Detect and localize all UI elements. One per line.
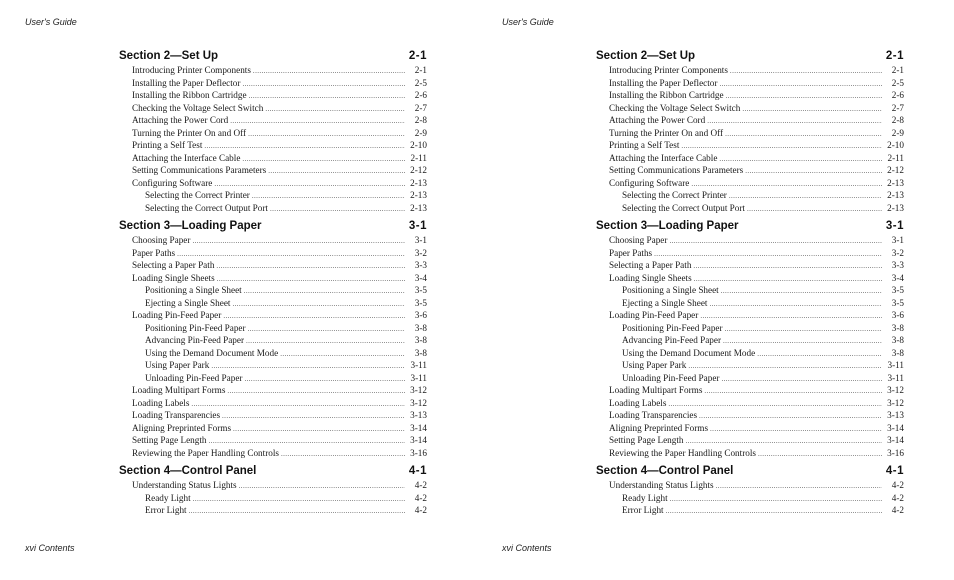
toc-entry[interactable] bbox=[145, 189, 427, 202]
toc-entry-title: Attaching the Power Cord bbox=[132, 115, 229, 125]
toc-entry-page-number: 2-5 bbox=[891, 77, 904, 88]
toc-entry-page-number: 2-11 bbox=[410, 152, 427, 163]
toc-entry[interactable] bbox=[609, 102, 904, 115]
toc-entry[interactable] bbox=[622, 372, 904, 385]
toc-entry-title: Selecting the Correct Output Port bbox=[145, 202, 268, 213]
toc-entry[interactable] bbox=[609, 309, 904, 322]
toc-entry-page-number: 2-13 bbox=[410, 177, 427, 188]
toc-entry-title: Positioning Pin-Feed Paper bbox=[145, 322, 246, 333]
toc-entry-title: Choosing Paper bbox=[132, 235, 191, 245]
toc-entry[interactable] bbox=[622, 492, 904, 505]
toc-entry-page-number: 3-14 bbox=[887, 422, 904, 433]
toc-entry-title: Aligning Preprinted Forms bbox=[609, 422, 709, 433]
toc-entry-page-number: 2-13 bbox=[410, 202, 427, 213]
toc-entry-title: Positioning Pin-Feed Paper bbox=[622, 322, 723, 333]
toc-entry-title: Reviewing the Paper Handling Controls bbox=[609, 447, 756, 458]
toc-entry-page-number: 3-11 bbox=[410, 360, 427, 370]
toc-entry-title: Attaching the Interface Cable bbox=[132, 152, 241, 163]
toc-entry-page-number: 4-2 bbox=[414, 505, 427, 515]
toc-entry-title: Setting Page Length bbox=[609, 435, 684, 445]
toc-entry-title: Positioning a Single Sheet bbox=[622, 285, 719, 295]
toc-entry-page-number: 2-13 bbox=[887, 202, 904, 213]
toc-entry-title: Using Paper Park bbox=[622, 360, 687, 370]
toc-entry-title: Using Paper Park bbox=[145, 360, 210, 370]
toc-entry-page-number: 3-8 bbox=[891, 335, 904, 345]
toc-entry-page-number: 2-1 bbox=[891, 65, 904, 75]
toc-entry-page-number: 2-13 bbox=[887, 190, 904, 200]
toc-entry[interactable] bbox=[132, 152, 427, 165]
toc-entry-page-number: 3-2 bbox=[891, 247, 904, 258]
toc-entry[interactable] bbox=[622, 347, 904, 360]
toc-entry[interactable] bbox=[145, 202, 427, 215]
toc-entry[interactable] bbox=[609, 234, 904, 247]
section-title: Section 4—Control Panel bbox=[119, 465, 257, 477]
toc-entry[interactable] bbox=[132, 409, 427, 422]
toc-entry[interactable] bbox=[132, 234, 427, 247]
toc-entry[interactable] bbox=[609, 447, 904, 460]
toc-entry-page-number: 2-8 bbox=[891, 115, 904, 125]
toc-entry[interactable] bbox=[609, 422, 904, 435]
toc-entry-page-number: 3-2 bbox=[414, 247, 427, 258]
dot-leader bbox=[189, 505, 405, 518]
toc-entry-title: Configuring Software bbox=[132, 177, 213, 188]
toc-entry-title: Selecting the Correct Output Port bbox=[622, 202, 745, 213]
toc-entry-title: Paper Paths bbox=[609, 247, 653, 258]
toc-entry-title: Attaching the Power Cord bbox=[609, 115, 706, 125]
dot-leader bbox=[281, 448, 405, 461]
section-title: Section 4—Control Panel bbox=[596, 465, 734, 477]
toc-entry-page-number: 3-16 bbox=[887, 447, 904, 458]
toc-entry[interactable] bbox=[622, 202, 904, 215]
toc-entry[interactable] bbox=[622, 322, 904, 335]
toc-entry-page-number: 3-14 bbox=[410, 435, 427, 445]
dot-leader bbox=[666, 505, 882, 518]
toc-entry-title: Ejecting a Single Sheet bbox=[622, 297, 708, 308]
toc-entry-page-number: 2-10 bbox=[410, 140, 427, 150]
running-footer: xvi Contents bbox=[502, 543, 552, 553]
toc-entry-title: Error Light bbox=[622, 505, 664, 515]
toc-entry[interactable] bbox=[145, 347, 427, 360]
toc-entry-page-number: 2-7 bbox=[414, 102, 427, 113]
toc-entry-page-number: 3-13 bbox=[410, 410, 427, 420]
toc-entry[interactable] bbox=[132, 447, 427, 460]
toc-entry[interactable] bbox=[609, 479, 904, 492]
section-title: Section 3—Loading Paper bbox=[119, 220, 262, 232]
toc-entry-title: Unloading Pin-Feed Paper bbox=[145, 372, 243, 383]
toc-entry-title: Installing the Paper Deflector bbox=[609, 77, 718, 88]
toc-entry[interactable] bbox=[132, 114, 427, 127]
section-title: Section 3—Loading Paper bbox=[596, 220, 739, 232]
toc-entry[interactable] bbox=[132, 479, 427, 492]
section-page-number: 4-1 bbox=[885, 465, 904, 477]
toc-entry-page-number: 3-8 bbox=[891, 347, 904, 358]
toc-entry[interactable] bbox=[132, 89, 427, 102]
toc-entry[interactable] bbox=[145, 297, 427, 310]
running-header: User's Guide bbox=[502, 17, 554, 27]
toc-entry[interactable] bbox=[145, 492, 427, 505]
toc-entry-page-number: 3-14 bbox=[887, 435, 904, 445]
toc-entry-title: Loading Labels bbox=[132, 397, 190, 408]
toc-entry[interactable] bbox=[145, 504, 427, 517]
toc-entry-page-number: 3-8 bbox=[414, 347, 427, 358]
right-page bbox=[477, 0, 954, 580]
section-heading[interactable] bbox=[119, 463, 427, 479]
toc-entry[interactable] bbox=[132, 309, 427, 322]
toc-entry-title: Loading Labels bbox=[609, 397, 667, 408]
toc-entry-page-number: 2-11 bbox=[887, 152, 904, 163]
toc-entry-page-number: 2-1 bbox=[414, 65, 427, 75]
toc-entry-title: Loading Transparencies bbox=[132, 410, 221, 420]
toc-entry[interactable] bbox=[132, 272, 427, 285]
toc-entry[interactable] bbox=[622, 334, 904, 347]
section-heading[interactable] bbox=[119, 48, 427, 64]
toc-entry-title: Installing the Ribbon Cartridge bbox=[609, 90, 724, 100]
section-heading[interactable] bbox=[119, 218, 427, 234]
toc-entry-title: Paper Paths bbox=[132, 247, 176, 258]
toc-entry-page-number: 2-9 bbox=[891, 127, 904, 138]
toc-entry-page-number: 3-5 bbox=[891, 297, 904, 308]
toc-entry-title: Turning the Printer On and Off bbox=[132, 127, 247, 138]
toc-entry-title: Error Light bbox=[145, 505, 187, 515]
toc-entry-title: Aligning Preprinted Forms bbox=[132, 422, 232, 433]
toc-entry-page-number: 2-6 bbox=[414, 90, 427, 100]
toc-entry[interactable] bbox=[609, 89, 904, 102]
toc-entry[interactable] bbox=[609, 114, 904, 127]
toc-entry[interactable] bbox=[145, 359, 427, 372]
toc-entry-title: Loading Multipart Forms bbox=[132, 385, 226, 395]
section-heading[interactable] bbox=[596, 48, 904, 64]
toc-entry[interactable] bbox=[132, 177, 427, 190]
toc-entry[interactable] bbox=[145, 284, 427, 297]
toc-entry-title: Selecting the Correct Printer bbox=[622, 190, 727, 200]
toc-entry-title: Loading Single Sheets bbox=[609, 272, 692, 283]
toc-entry-title: Introducing Printer Components bbox=[609, 65, 728, 75]
toc-entry[interactable] bbox=[132, 64, 427, 77]
toc-entry-page-number: 3-3 bbox=[414, 260, 427, 270]
toc-entry-title: Understanding Status Lights bbox=[132, 480, 237, 490]
toc-entry-title: Installing the Ribbon Cartridge bbox=[132, 90, 247, 100]
toc-entry[interactable] bbox=[609, 77, 904, 90]
toc-entry[interactable] bbox=[609, 64, 904, 77]
toc-entry-title: Unloading Pin-Feed Paper bbox=[622, 372, 720, 383]
toc-entry-page-number: 3-12 bbox=[410, 397, 427, 408]
toc-entry-page-number: 3-5 bbox=[891, 285, 904, 295]
toc-entry[interactable] bbox=[132, 434, 427, 447]
toc-entry-page-number: 4-2 bbox=[891, 492, 904, 503]
toc-entry-page-number: 4-2 bbox=[891, 480, 904, 490]
toc-entry-title: Ready Light bbox=[622, 492, 668, 503]
toc-entry[interactable] bbox=[609, 177, 904, 190]
toc-entry[interactable] bbox=[132, 422, 427, 435]
toc-entry-title: Attaching the Interface Cable bbox=[609, 152, 718, 163]
dot-leader bbox=[270, 203, 405, 216]
toc-entry-title: Loading Pin-Feed Paper bbox=[609, 310, 699, 320]
toc-entry-title: Introducing Printer Components bbox=[132, 65, 251, 75]
section-heading[interactable] bbox=[596, 463, 904, 479]
toc-entry-page-number: 2-5 bbox=[414, 77, 427, 88]
toc-entry[interactable] bbox=[609, 397, 904, 410]
running-footer: xvi Contents bbox=[25, 543, 75, 553]
toc-entry[interactable] bbox=[609, 384, 904, 397]
toc-entry-title: Loading Transparencies bbox=[609, 410, 698, 420]
toc-entry-title: Installing the Paper Deflector bbox=[132, 77, 241, 88]
toc-entry[interactable] bbox=[132, 259, 427, 272]
toc-entry-page-number: 2-12 bbox=[887, 165, 904, 175]
toc-entry-page-number: 4-2 bbox=[414, 492, 427, 503]
toc-entry-page-number: 3-8 bbox=[891, 322, 904, 333]
toc-entry-title: Selecting the Correct Printer bbox=[145, 190, 250, 200]
toc-entry-page-number: 3-6 bbox=[414, 310, 427, 320]
toc-entry-page-number: 3-14 bbox=[410, 422, 427, 433]
toc-entry-page-number: 3-8 bbox=[414, 335, 427, 345]
toc-entry-page-number: 3-6 bbox=[891, 310, 904, 320]
toc-entry-title: Ready Light bbox=[145, 492, 191, 503]
toc-entry-page-number: 3-4 bbox=[891, 272, 904, 283]
toc-entry[interactable] bbox=[145, 334, 427, 347]
toc-entry[interactable] bbox=[132, 102, 427, 115]
dot-leader bbox=[758, 448, 882, 461]
toc-entry-page-number: 3-12 bbox=[887, 385, 904, 395]
toc-entry-title: Checking the Voltage Select Switch bbox=[132, 102, 264, 113]
section-page-number: 3-1 bbox=[408, 220, 427, 232]
toc-entry[interactable] bbox=[145, 372, 427, 385]
section-page-number: 2-1 bbox=[408, 50, 427, 62]
toc-entry[interactable] bbox=[622, 359, 904, 372]
toc-entry-page-number: 3-11 bbox=[410, 372, 427, 383]
toc-entry-title: Using the Demand Document Mode bbox=[622, 347, 756, 358]
toc-entry-title: Setting Communications Parameters bbox=[132, 165, 267, 175]
toc-entry-page-number: 4-2 bbox=[414, 480, 427, 490]
toc-entry-title: Using the Demand Document Mode bbox=[145, 347, 279, 358]
toc-entry-page-number: 2-6 bbox=[891, 90, 904, 100]
toc-entry-title: Ejecting a Single Sheet bbox=[145, 297, 231, 308]
toc-entry-page-number: 3-11 bbox=[887, 372, 904, 383]
toc-entry-page-number: 2-7 bbox=[891, 102, 904, 113]
dot-leader bbox=[747, 203, 882, 216]
toc-entry-page-number: 4-2 bbox=[891, 505, 904, 515]
toc-entry[interactable] bbox=[609, 434, 904, 447]
section-page-number: 2-1 bbox=[885, 50, 904, 62]
toc-entry-page-number: 2-13 bbox=[410, 190, 427, 200]
toc-entry-page-number: 2-9 bbox=[414, 127, 427, 138]
toc-entry[interactable] bbox=[622, 297, 904, 310]
toc-entry[interactable] bbox=[622, 504, 904, 517]
toc-entry-page-number: 3-16 bbox=[410, 447, 427, 458]
toc-entry-page-number: 3-12 bbox=[410, 385, 427, 395]
toc-entry-page-number: 3-8 bbox=[414, 322, 427, 333]
toc-entry-page-number: 2-12 bbox=[410, 165, 427, 175]
toc-entry[interactable] bbox=[609, 247, 904, 260]
section-heading[interactable] bbox=[596, 218, 904, 234]
table-of-contents bbox=[596, 48, 904, 517]
toc-entry[interactable] bbox=[609, 409, 904, 422]
toc-entry-page-number: 3-1 bbox=[414, 235, 427, 245]
section-title: Section 2—Set Up bbox=[596, 50, 696, 62]
toc-entry[interactable] bbox=[132, 139, 427, 152]
running-header: User's Guide bbox=[25, 17, 77, 27]
toc-entry-page-number: 3-11 bbox=[887, 360, 904, 370]
toc-entry-title: Selecting a Paper Path bbox=[609, 260, 692, 270]
toc-entry[interactable] bbox=[132, 247, 427, 260]
toc-entry-title: Selecting a Paper Path bbox=[132, 260, 215, 270]
toc-entry[interactable] bbox=[609, 152, 904, 165]
toc-entry-title: Configuring Software bbox=[609, 177, 690, 188]
toc-entry[interactable] bbox=[622, 189, 904, 202]
toc-entry-title: Setting Page Length bbox=[132, 435, 207, 445]
toc-entry-title: Turning the Printer On and Off bbox=[609, 127, 724, 138]
toc-entry[interactable] bbox=[132, 77, 427, 90]
toc-entry[interactable] bbox=[132, 397, 427, 410]
toc-entry-page-number: 3-13 bbox=[887, 410, 904, 420]
toc-entry-page-number: 2-10 bbox=[887, 140, 904, 150]
toc-entry-page-number: 3-3 bbox=[891, 260, 904, 270]
toc-entry-page-number: 3-1 bbox=[891, 235, 904, 245]
toc-entry[interactable] bbox=[609, 272, 904, 285]
toc-entry[interactable] bbox=[132, 127, 427, 140]
toc-entry-title: Printing a Self Test bbox=[609, 140, 680, 150]
toc-entry[interactable] bbox=[145, 322, 427, 335]
toc-entry-page-number: 2-13 bbox=[887, 177, 904, 188]
toc-entry[interactable] bbox=[609, 164, 904, 177]
toc-entry-title: Reviewing the Paper Handling Controls bbox=[132, 447, 279, 458]
toc-entry-title: Loading Pin-Feed Paper bbox=[132, 310, 222, 320]
toc-entry-title: Setting Communications Parameters bbox=[609, 165, 744, 175]
toc-entry-page-number: 2-8 bbox=[414, 115, 427, 125]
toc-entry[interactable] bbox=[132, 384, 427, 397]
toc-entry-title: Positioning a Single Sheet bbox=[145, 285, 242, 295]
toc-entry-title: Printing a Self Test bbox=[132, 140, 203, 150]
toc-entry[interactable] bbox=[609, 139, 904, 152]
toc-entry-title: Advancing Pin-Feed Paper bbox=[622, 335, 721, 345]
toc-entry-page-number: 3-5 bbox=[414, 285, 427, 295]
toc-entry[interactable] bbox=[132, 164, 427, 177]
toc-entry-title: Understanding Status Lights bbox=[609, 480, 714, 490]
toc-entry-title: Loading Single Sheets bbox=[132, 272, 215, 283]
toc-entry[interactable] bbox=[609, 259, 904, 272]
toc-entry-title: Advancing Pin-Feed Paper bbox=[145, 335, 244, 345]
toc-entry-page-number: 3-5 bbox=[414, 297, 427, 308]
section-page-number: 4-1 bbox=[408, 465, 427, 477]
toc-entry[interactable] bbox=[622, 284, 904, 297]
section-page-number: 3-1 bbox=[885, 220, 904, 232]
toc-entry-title: Choosing Paper bbox=[609, 235, 668, 245]
section-title: Section 2—Set Up bbox=[119, 50, 219, 62]
toc-entry-title: Loading Multipart Forms bbox=[609, 385, 703, 395]
toc-entry-title: Checking the Voltage Select Switch bbox=[609, 102, 741, 113]
toc-entry-page-number: 3-12 bbox=[887, 397, 904, 408]
table-of-contents bbox=[119, 48, 427, 517]
toc-entry-page-number: 3-4 bbox=[414, 272, 427, 283]
toc-entry[interactable] bbox=[609, 127, 904, 140]
